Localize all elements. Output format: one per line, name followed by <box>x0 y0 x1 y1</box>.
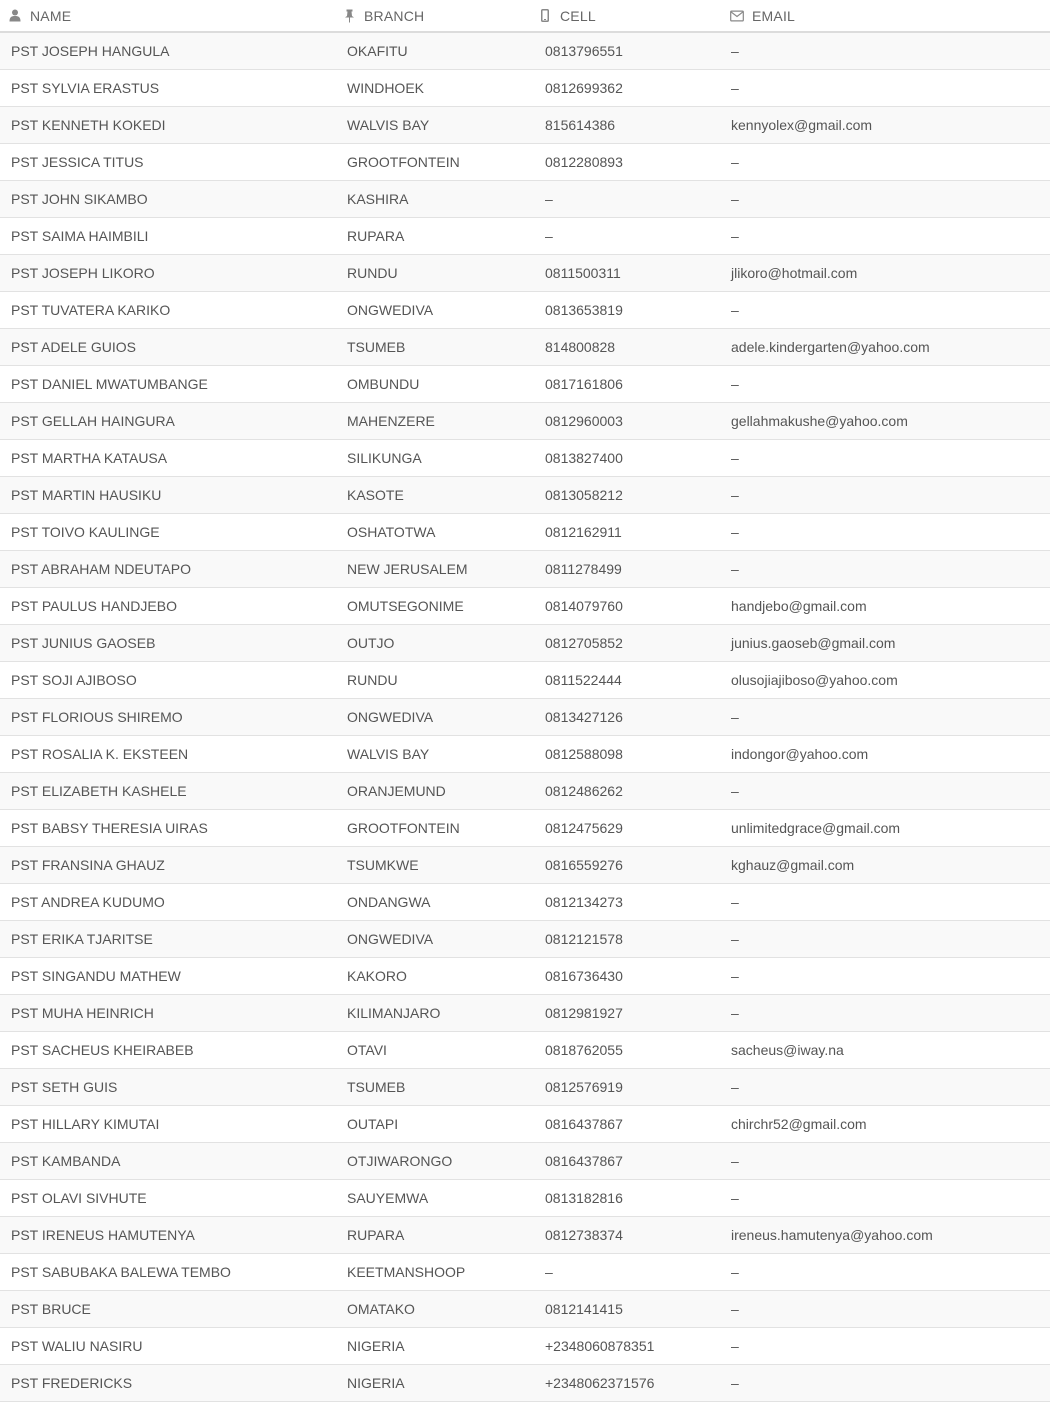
table-row[interactable] <box>0 329 1050 366</box>
row-branch: RUNDU <box>347 265 398 281</box>
row-branch: NIGERIA <box>347 1338 405 1354</box>
row-cell: 0811278499 <box>545 561 622 577</box>
row-email[interactable]: indongor@yahoo.com <box>731 746 869 762</box>
table-row[interactable] <box>0 1032 1050 1069</box>
row-email: – <box>731 487 739 503</box>
row-email[interactable]: chirchr52@gmail.com <box>731 1116 867 1132</box>
row-branch: TSUMKWE <box>347 857 419 873</box>
row-cell: +2348062371576 <box>545 1375 655 1391</box>
row-name: PST SINGANDU MATHEW <box>11 968 181 984</box>
row-cell: 0812981927 <box>545 1005 623 1021</box>
envelope-icon <box>730 9 744 23</box>
table-row[interactable] <box>0 884 1050 921</box>
row-name: PST BABSY THERESIA UIRAS <box>11 820 208 836</box>
row-name: PST SAIMA HAIMBILI <box>11 228 149 244</box>
table-row[interactable] <box>0 1365 1050 1402</box>
row-branch: TSUMEB <box>347 1079 406 1095</box>
row-branch: OMATAKO <box>347 1301 415 1317</box>
row-cell: 0813182816 <box>545 1190 623 1206</box>
row-cell: 0813653819 <box>545 302 623 318</box>
row-email[interactable]: junius.gaoseb@gmail.com <box>731 635 896 651</box>
row-name: PST ROSALIA K. EKSTEEN <box>11 746 189 762</box>
header-email[interactable] <box>730 8 795 24</box>
row-cell: 0813058212 <box>545 487 623 503</box>
row-name: PST SYLVIA ERASTUS <box>11 80 160 96</box>
table-row[interactable] <box>0 292 1050 329</box>
row-email: – <box>731 1375 739 1391</box>
table-row[interactable] <box>0 921 1050 958</box>
row-branch: NIGERIA <box>347 1375 405 1391</box>
row-branch: RUPARA <box>347 1227 405 1243</box>
row-branch: GROOTFONTEIN <box>347 154 460 170</box>
row-cell: 0812738374 <box>545 1227 623 1243</box>
table-row[interactable] <box>0 144 1050 181</box>
row-email: – <box>731 894 739 910</box>
row-cell: 0812134273 <box>545 894 623 910</box>
row-email[interactable]: jlikoro@hotmail.com <box>731 265 858 281</box>
row-name: PST DANIEL MWATUMBANGE <box>11 376 208 392</box>
table-row[interactable] <box>0 181 1050 218</box>
row-name: PST SOJI AJIBOSO <box>11 672 137 688</box>
table-row[interactable] <box>0 773 1050 810</box>
row-cell: 0817161806 <box>545 376 623 392</box>
row-cell: 0812576919 <box>545 1079 623 1095</box>
header-email-label: EMAIL <box>752 7 796 24</box>
row-cell: 0812588098 <box>545 746 623 762</box>
row-cell: 0812121578 <box>545 931 623 947</box>
row-cell: 0812699362 <box>545 80 623 96</box>
row-cell: 0812141415 <box>545 1301 623 1317</box>
row-email[interactable]: ireneus.hamutenya@yahoo.com <box>731 1227 933 1243</box>
row-email: – <box>731 1153 739 1169</box>
table-row[interactable] <box>0 958 1050 995</box>
table-row[interactable] <box>0 366 1050 403</box>
table-row[interactable] <box>0 736 1050 773</box>
header-branch-label: BRANCH <box>364 7 425 24</box>
table-row[interactable] <box>0 1180 1050 1217</box>
row-branch: SILIKUNGA <box>347 450 422 466</box>
row-email: – <box>731 376 739 392</box>
row-branch: ONDANGWA <box>347 894 431 910</box>
row-name: PST HILLARY KIMUTAI <box>11 1116 160 1132</box>
row-email: – <box>731 1190 739 1206</box>
row-email[interactable]: olusojiajiboso@yahoo.com <box>731 672 898 688</box>
row-cell: +2348060878351 <box>545 1338 655 1354</box>
table-row[interactable] <box>0 70 1050 107</box>
row-branch: OMBUNDU <box>347 376 420 392</box>
row-branch: ONGWEDIVA <box>347 931 434 947</box>
row-name: PST MUHA HEINRICH <box>11 1005 154 1021</box>
row-email: – <box>731 709 739 725</box>
row-cell: – <box>545 1264 553 1280</box>
table-row[interactable] <box>0 551 1050 588</box>
row-cell: 0816736430 <box>545 968 623 984</box>
row-branch: KAKORO <box>347 968 407 984</box>
row-branch: ONGWEDIVA <box>347 302 434 318</box>
row-cell: 815614386 <box>545 117 616 133</box>
row-cell: 0813796551 <box>545 43 623 59</box>
row-name: PST TUVATERA KARIKO <box>11 302 171 318</box>
row-name: PST JOSEPH LIKORO <box>11 265 155 281</box>
row-branch: OTAVI <box>347 1042 387 1058</box>
table-row[interactable] <box>0 588 1050 625</box>
table-row[interactable] <box>0 107 1050 144</box>
row-name: PST ELIZABETH KASHELE <box>11 783 187 799</box>
row-branch: KILIMANJARO <box>347 1005 441 1021</box>
row-cell: 0816559276 <box>545 857 623 873</box>
row-email: – <box>731 1338 739 1354</box>
row-branch: ONGWEDIVA <box>347 709 434 725</box>
row-branch: RUNDU <box>347 672 398 688</box>
table-row[interactable] <box>0 477 1050 514</box>
row-branch: TSUMEB <box>347 339 406 355</box>
table-row[interactable] <box>0 662 1050 699</box>
table-row[interactable] <box>0 995 1050 1032</box>
row-email: – <box>731 1301 739 1317</box>
row-name: PST ADELE GUIOS <box>11 339 137 355</box>
table-row[interactable] <box>0 1254 1050 1291</box>
row-email: – <box>731 1079 739 1095</box>
row-cell: 0816437867 <box>545 1116 623 1132</box>
row-cell: 0813827400 <box>545 450 623 466</box>
row-cell: 0811522444 <box>545 672 622 688</box>
row-cell: 0816437867 <box>545 1153 623 1169</box>
row-email[interactable]: sacheus@iway.na <box>731 1042 844 1058</box>
row-name: PST SACHEUS KHEIRABEB <box>11 1042 194 1058</box>
row-name: PST JESSICA TITUS <box>11 154 144 170</box>
row-email: – <box>731 302 739 318</box>
table-row[interactable] <box>0 1328 1050 1365</box>
row-email: – <box>731 80 739 96</box>
row-email: – <box>731 1264 739 1280</box>
row-branch: WALVIS BAY <box>347 746 430 762</box>
row-branch: KEETMANSHOOP <box>347 1264 466 1280</box>
row-branch: KASHIRA <box>347 191 409 207</box>
row-email: – <box>731 228 739 244</box>
row-name: PST TOIVO KAULINGE <box>11 524 160 540</box>
row-cell: 0812475629 <box>545 820 623 836</box>
table-row[interactable] <box>0 1143 1050 1180</box>
row-name: PST SETH GUIS <box>11 1079 118 1095</box>
row-email: – <box>731 1005 739 1021</box>
row-name: PST MARTIN HAUSIKU <box>11 487 162 503</box>
row-name: PST WALIU NASIRU <box>11 1338 143 1354</box>
row-branch: WALVIS BAY <box>347 117 430 133</box>
row-name: PST PAULUS HANDJEBO <box>11 598 177 614</box>
table-row[interactable] <box>0 440 1050 477</box>
row-cell: 0818762055 <box>545 1042 623 1058</box>
row-email: – <box>731 191 739 207</box>
row-name: PST FRANSINA GHAUZ <box>11 857 165 873</box>
row-cell: 0813427126 <box>545 709 623 725</box>
row-name: PST BRUCE <box>11 1301 91 1317</box>
row-name: PST KAMBANDA <box>11 1153 121 1169</box>
header-name-label: NAME <box>30 7 72 24</box>
row-name: PST IRENEUS HAMUTENYA <box>11 1227 195 1243</box>
row-email[interactable]: handjebo@gmail.com <box>731 598 867 614</box>
row-email[interactable]: adele.kindergarten@yahoo.com <box>731 339 930 355</box>
row-branch: WINDHOEK <box>347 80 424 96</box>
row-email[interactable]: kennyolex@gmail.com <box>731 117 873 133</box>
row-name: PST FREDERICKS <box>11 1375 133 1391</box>
row-name: PST JOHN SIKAMBO <box>11 191 148 207</box>
row-branch: OSHATOTWA <box>347 524 436 540</box>
table-row[interactable] <box>0 1106 1050 1143</box>
row-email: – <box>731 154 739 170</box>
table-body <box>0 33 1050 1402</box>
row-name: PST FLORIOUS SHIREMO <box>11 709 183 725</box>
table-header <box>0 0 1050 33</box>
row-branch: GROOTFONTEIN <box>347 820 460 836</box>
pin-icon <box>342 9 356 23</box>
row-name: PST JOSEPH HANGULA <box>11 43 170 59</box>
table-row[interactable] <box>0 699 1050 736</box>
row-branch: NEW JERUSALEM <box>347 561 468 577</box>
row-email[interactable]: gellahmakushe@yahoo.com <box>731 413 908 429</box>
row-cell: 0812705852 <box>545 635 623 651</box>
row-branch: ORANJEMUND <box>347 783 446 799</box>
table-row[interactable] <box>0 33 1050 70</box>
mobile-icon <box>538 9 552 23</box>
row-branch: OUTAPI <box>347 1116 399 1132</box>
row-name: PST GELLAH HAINGURA <box>11 413 175 429</box>
row-email[interactable]: kghauz@gmail.com <box>731 857 855 873</box>
row-branch: KASOTE <box>347 487 404 503</box>
table-row[interactable] <box>0 1291 1050 1328</box>
row-name: PST ANDREA KUDUMO <box>11 894 165 910</box>
row-cell: 0812486262 <box>545 783 623 799</box>
table-row[interactable] <box>0 1069 1050 1106</box>
row-cell: – <box>545 228 553 244</box>
user-icon <box>8 9 22 23</box>
row-email: – <box>731 524 739 540</box>
row-branch: RUPARA <box>347 228 405 244</box>
table-row[interactable] <box>0 218 1050 255</box>
row-email[interactable]: unlimitedgrace@gmail.com <box>731 820 901 836</box>
row-email: – <box>731 561 739 577</box>
row-name: PST JUNIUS GAOSEB <box>11 635 156 651</box>
header-branch[interactable] <box>342 8 424 24</box>
row-email: – <box>731 968 739 984</box>
row-branch: SAUYEMWA <box>347 1190 429 1206</box>
header-cell[interactable] <box>538 8 596 24</box>
table-row[interactable] <box>0 625 1050 662</box>
row-branch: OUTJO <box>347 635 395 651</box>
row-cell: 0814079760 <box>545 598 623 614</box>
row-branch: MAHENZERE <box>347 413 435 429</box>
row-cell: 0811500311 <box>545 265 621 281</box>
row-cell: 814800828 <box>545 339 616 355</box>
row-email: – <box>731 450 739 466</box>
row-name: PST KENNETH KOKEDI <box>11 117 166 133</box>
table-row[interactable] <box>0 810 1050 847</box>
row-email: – <box>731 783 739 799</box>
header-cell-label: CELL <box>560 7 596 24</box>
table-row[interactable] <box>0 847 1050 884</box>
row-cell: 0812280893 <box>545 154 623 170</box>
header-name[interactable] <box>8 8 71 24</box>
row-cell: – <box>545 191 553 207</box>
row-branch: OMUTSEGONIME <box>347 598 464 614</box>
row-branch: OTJIWARONGO <box>347 1153 453 1169</box>
row-cell: 0812960003 <box>545 413 623 429</box>
row-name: PST SABUBAKA BALEWA TEMBO <box>11 1264 231 1280</box>
table-row[interactable] <box>0 403 1050 440</box>
row-branch: OKAFITU <box>347 43 408 59</box>
row-name: PST ABRAHAM NDEUTAPO <box>11 561 191 577</box>
table-row[interactable] <box>0 514 1050 551</box>
row-cell: 0812162911 <box>545 524 622 540</box>
table-row[interactable] <box>0 1217 1050 1254</box>
table-row[interactable] <box>0 255 1050 292</box>
row-name: PST MARTHA KATAUSA <box>11 450 168 466</box>
row-email: – <box>731 43 739 59</box>
row-name: PST ERIKA TJARITSE <box>11 931 153 947</box>
row-email: – <box>731 931 739 947</box>
row-name: PST OLAVI SIVHUTE <box>11 1190 147 1206</box>
